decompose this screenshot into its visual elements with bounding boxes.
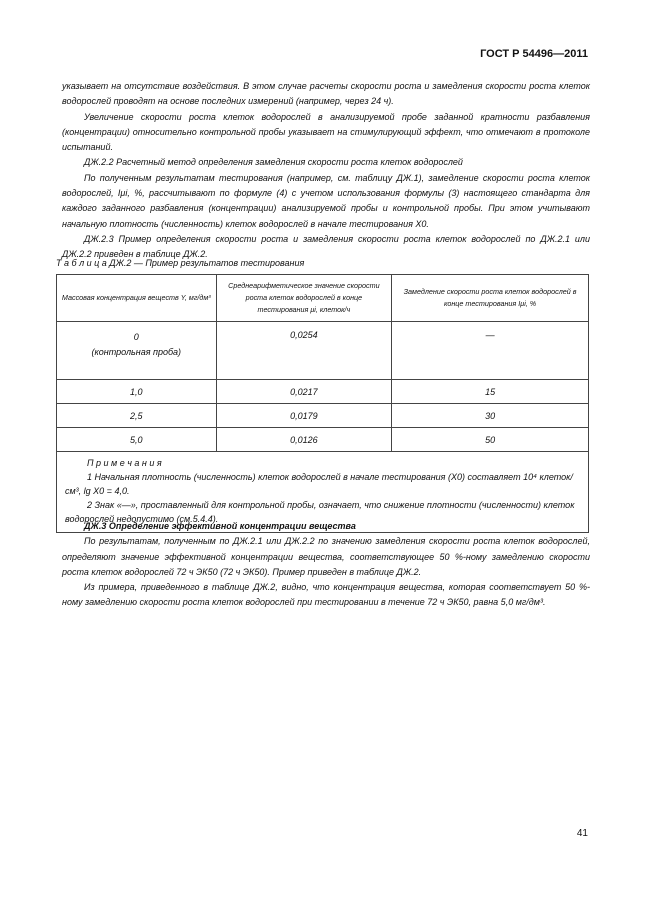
table-cell: 15 [392,380,589,404]
column-header: Замедление скорости роста клеток водорослей в конце тестирования Iμi, % [392,275,589,322]
table-cell: 50 [392,428,589,452]
page-number: 41 [576,828,588,839]
table-header-row [57,275,589,322]
results-table [56,274,589,533]
section-title: ДЖ.3 Определение эффективной концентрации вещества [84,521,356,531]
note-1: 1 Начальная плотность (численность) клеток водорослей в начале тестирования (X0) составляет 10⁴ клеток/см³, lg X0 = 4,0. [65,472,573,496]
table-cell: — [392,322,589,380]
column-header: Массовая концентрация веществ Y, мг/дм³ [57,275,217,322]
table-cell: 5,0 [57,428,217,452]
paragraph: Из примера, приведенного в таблице ДЖ.2, видно, что концентрация вещества, которая соответствует 50 %-ному замедлению скорости роста клеток водорослей при тестировании в течение 72 ч ЭК50, равна 5,0 мг/дм³. [62,582,590,608]
subsection-heading: ДЖ.2.2 Расчетный метод определения замедления скорости роста клеток водорослей [84,157,463,168]
paragraph: По полученным результатам тестирования (например, см. таблицу ДЖ.1), замедление скорости роста клеток водорослей, Iμi, %, рассчитывают по формуле (4) с учетом использования формулы (3) настоящего стандарта для каждого заданного разбавления (концентрации) анализируемой пробы и контрольной пробы. При этом учитывают начальную плотность (численность) клеток водорослей в начале тестирования X0. [62,172,590,229]
body-text [62,79,590,263]
paragraph: По результатам, полученным по ДЖ.2.1 или ДЖ.2.2 по значению замедления скорости роста клеток водорослей, определяют значение эффективной концентрации вещества, соответствующее 50 %-ному замедлению скорости роста клеток водорослей 72 ч ЭК50 (72 ч ЭК50). Пример приведен в таблице ДЖ.2. [62,536,590,577]
paragraph: Увеличение скорости роста клеток водорослей в анализируемой пробе заданной кратности разбавления (концентрации) относительно контрольной пробы указывает на стимулирующий эффект, что отмечают в протоколе испытаний. [62,111,590,153]
standard-header: ГОСТ Р 54496—2011 [480,48,588,60]
paragraph: ДЖ.2.3 Пример определения скорости роста и замедления скорости роста клеток водорослей по ДЖ.2.1 или ДЖ.2.2 приведен в таблице ДЖ.2. [62,233,590,260]
table-row [57,322,589,380]
table-caption: Т а б л и ц а ДЖ.2 — Пример результатов тестирования [56,258,305,268]
table-cell [57,322,217,380]
paragraph: указывает на отсутствие воздействия. В этом случае расчеты скорости роста и замедления скорости роста клеток водорослей проводят на основе последних измерений (например, через 24 ч). [62,81,590,107]
cell-value: 0 [133,332,139,342]
notes-title: П р и м е ч а н и я [87,458,162,468]
table-cell: 1,0 [57,380,217,404]
table-cell: 2,5 [57,404,217,428]
note-2: 2 Знак «—», проставленный для контрольной пробы, означает, что снижение плотности (численности) клеток водорослей недопустимо (см.5.4.4). [65,500,575,524]
table-cell: 30 [392,404,589,428]
table-cell: 0,0179 [216,404,392,428]
table-row [57,404,589,428]
table-cell: 0,0217 [216,380,392,404]
table-cell: 0,0126 [216,428,392,452]
cell-value: (контрольная проба) [91,347,182,357]
table-row [57,380,589,404]
table-row [57,428,589,452]
table-cell: 0,0254 [216,322,392,380]
column-header: Среднеарифметическое значение скорости роста клеток водорослей в конце тестирования μi, клеток/ч [216,275,392,322]
section-dzh3 [62,519,590,611]
